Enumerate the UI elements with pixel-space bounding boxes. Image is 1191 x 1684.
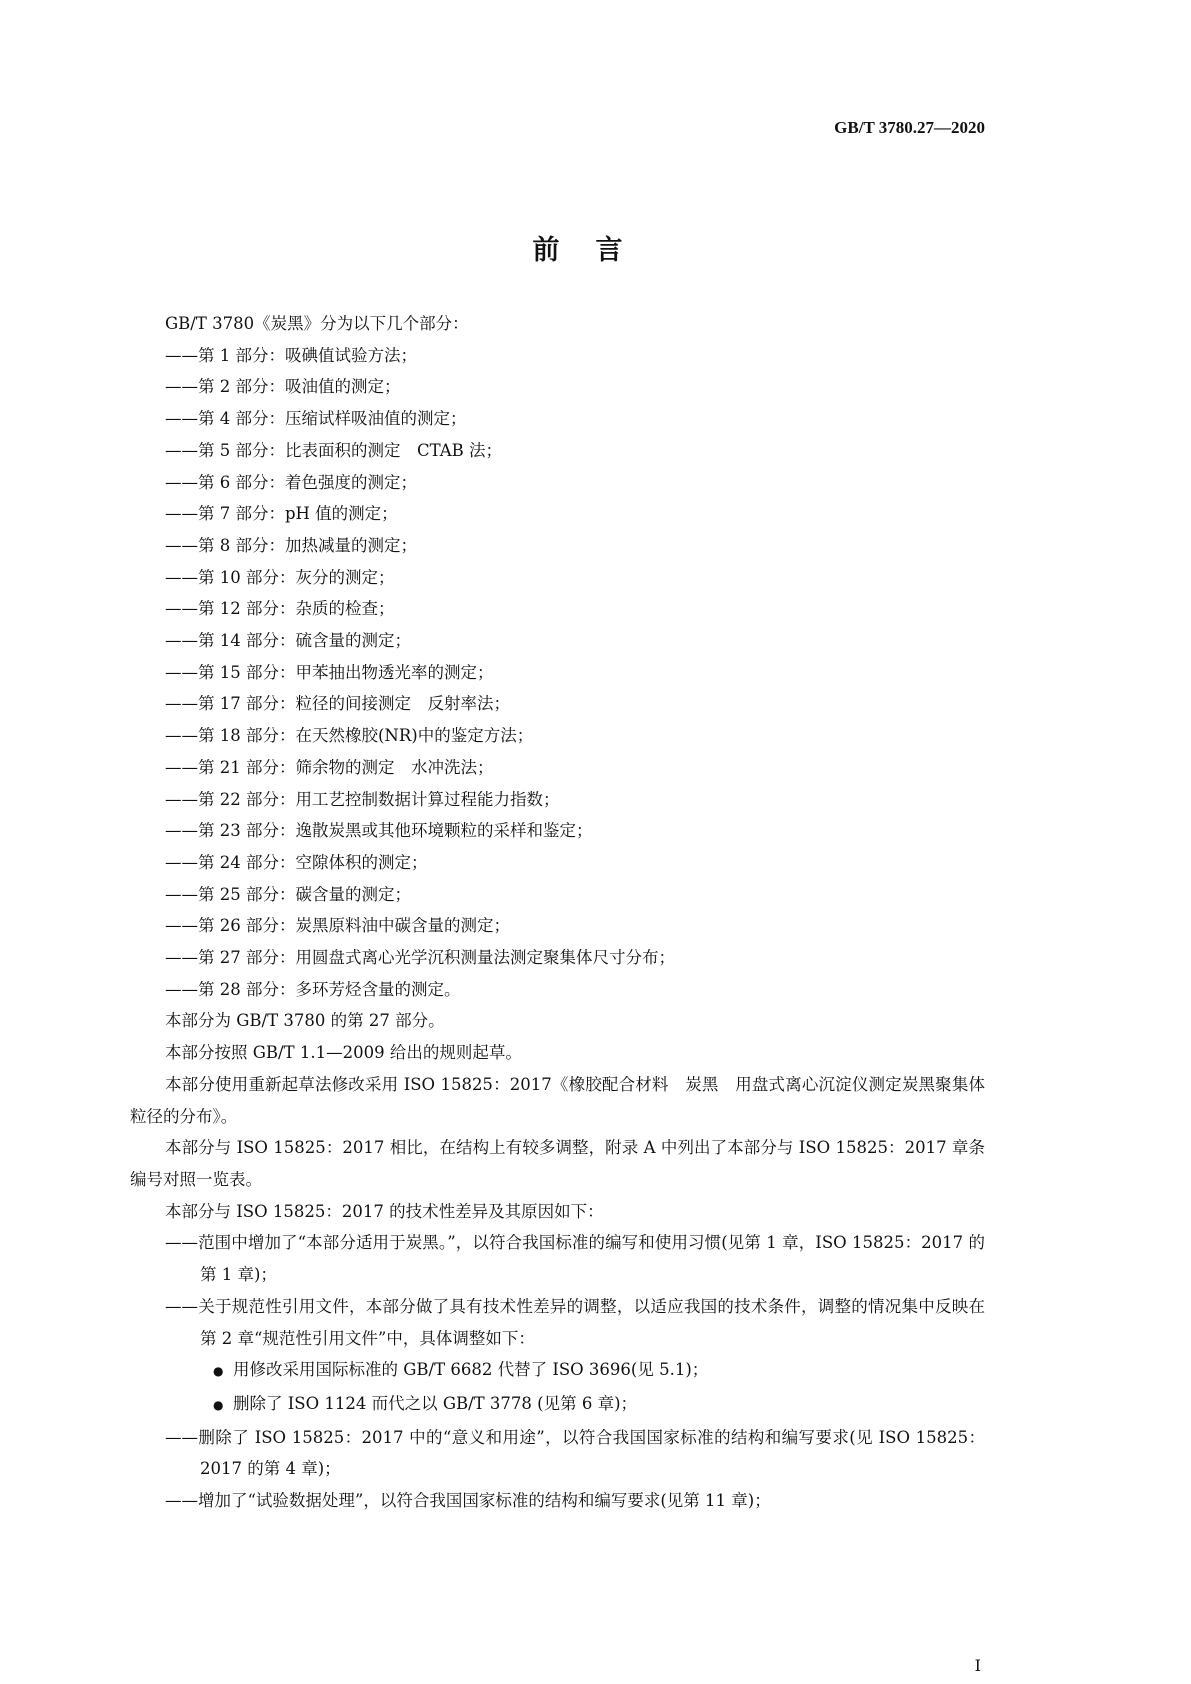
difference-item: ——范围中增加了“本部分适用于炭黑。”，以符合我国标准的编写和使用习惯(见第 1 章，ISO 15825：2017 的第 1 章)；: [165, 1233, 985, 1285]
intro-text: GB/T 3780《炭黑》分为以下几个部分：: [165, 314, 469, 333]
part-list-item: ——第 15 部分：甲苯抽出物透光率的测定；: [165, 662, 494, 682]
part-list-item: ——第 12 部分：杂质的检查；: [165, 599, 395, 619]
part-list-item: ——第 18 部分：在天然橡胶(NR)中的鉴定方法；: [165, 726, 534, 746]
foreword-body: [130, 308, 985, 1517]
part-list-item: ——第 17 部分：粒径的间接测定 反射率法；: [165, 694, 510, 714]
part-list-item: ——第 22 部分：用工艺控制数据计算过程能力指数；: [165, 789, 560, 809]
paragraph: 本部分为 GB/T 3780 的第 27 部分。: [165, 1011, 445, 1031]
paragraph: 本部分使用重新起草法修改采用 ISO 15825：2017《橡胶配合材料 炭黑 用盘式离心沉淀仪测定炭黑聚集体粒径的分布》。: [130, 1074, 985, 1126]
part-list-item: ——第 10 部分：灰分的测定；: [165, 567, 395, 587]
part-list-item: ——第 24 部分：空隙体积的测定；: [165, 852, 428, 872]
part-list-item: ——第 25 部分：碳含量的测定；: [165, 884, 411, 904]
difference-item: ——关于规范性引用文件，本部分做了具有技术性差异的调整，以适应我国的技术条件，调整的情况集中反映在第 2 章“规范性引用文件”中，具体调整如下：: [165, 1296, 985, 1348]
parts-list: [130, 340, 985, 1006]
part-list-item: ——第 7 部分：pH 值的测定；: [165, 504, 398, 524]
page-number: I: [974, 1656, 981, 1675]
part-list-item: ——第 8 部分：加热减量的测定；: [165, 535, 417, 555]
bullet-item: ● 用修改采用国际标准的 GB/T 6682 代替了 ISO 3696(见 5.1)；: [233, 1354, 985, 1388]
part-list-item: ——第 21 部分：筛余物的测定 水冲洗法；: [165, 757, 494, 777]
paragraph: 本部分按照 GB/T 1.1—2009 给出的规则起草。: [165, 1043, 522, 1063]
part-list-item: ——第 14 部分：硫含量的测定；: [165, 631, 411, 651]
difference-item: ——删除了 ISO 15825：2017 中的“意义和用途”，以符合我国国家标准的结构和编写要求(见 ISO 15825：2017 的第 4 章)；: [165, 1427, 985, 1479]
part-list-item: ——第 23 部分：逸散炭黑或其他环境颗粒的采样和鉴定；: [165, 821, 593, 841]
part-list-item: ——第 27 部分：用圆盘式离心光学沉积测量法测定聚集体尺寸分布；: [165, 948, 675, 968]
part-list-item: ——第 1 部分：吸碘值试验方法；: [165, 345, 417, 365]
part-list-item: ——第 2 部分：吸油值的测定；: [165, 377, 401, 397]
paragraph: 本部分与 ISO 15825：2017 的技术性差异及其原因如下：: [165, 1201, 604, 1221]
part-list-item: ——第 28 部分：多环芳烃含量的测定。: [165, 979, 461, 999]
part-list-item: ——第 6 部分：着色强度的测定；: [165, 472, 417, 492]
difference-item: ——增加了“试验数据处理”，以符合我国国家标准的结构和编写要求(见第 11 章)；: [165, 1491, 771, 1511]
bullet-item: ● 删除了 ISO 1124 而代之以 GB/T 3778 (见第 6 章)；: [233, 1388, 985, 1422]
page-title: 前言: [532, 235, 659, 266]
paragraph: 本部分与 ISO 15825：2017 相比，在结构上有较多调整，附录 A 中列出了本部分与 ISO 15825：2017 章条编号对照一览表。: [130, 1138, 985, 1189]
part-list-item: ——第 26 部分：炭黑原料油中碳含量的测定；: [165, 916, 510, 936]
part-list-item: ——第 5 部分：比表面积的测定 CTAB 法；: [165, 440, 503, 460]
document-number: GB/T 3780.27—2020: [834, 118, 985, 137]
part-list-item: ——第 4 部分：压缩试样吸油值的测定；: [165, 409, 467, 429]
